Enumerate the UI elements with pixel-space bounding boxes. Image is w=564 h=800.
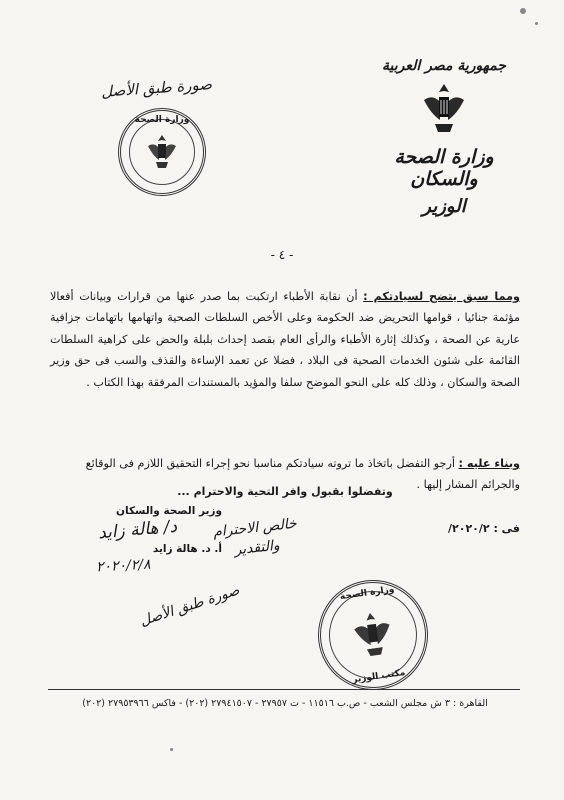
footer-divider xyxy=(48,689,520,690)
seal-bottom-top-label: وزارة الصحة xyxy=(339,584,395,603)
minister-title: الوزير xyxy=(422,196,466,217)
republic-title: جمهورية مصر العربية xyxy=(382,58,506,74)
eagle-emblem-icon xyxy=(422,82,466,136)
seal-bottom-bottom-label: مكتب الوزير xyxy=(351,667,406,686)
closing-line: وتفضلوا بقبول وافر التحية والاحترام ... xyxy=(177,485,393,498)
handwritten-annotation: خالص الاحترام والتقدير xyxy=(212,515,298,559)
handwritten-true-copy: صورة طبق الأصل xyxy=(138,582,242,630)
signer-name: أ. د. هالة زايد xyxy=(152,543,222,555)
paragraph-2-lead: وبناء عليه : xyxy=(458,457,520,470)
paragraph-1-lead: ومما سبق يتضح لسيادتكم : xyxy=(363,290,520,303)
minister-office-seal xyxy=(311,573,435,697)
paragraph-2-text: أرجو التفضل باتخاذ ما تروته سيادتكم مناسبا نحو إجراء التحقيق اللازم فى الوقائع والجرائم المشار إليها . xyxy=(85,457,520,492)
handwritten-signature: د/ هالة زايد xyxy=(97,516,178,544)
page-number: - ٤ - xyxy=(270,248,294,262)
scan-speck xyxy=(520,8,526,14)
scan-speck xyxy=(535,22,538,25)
ministry-seal-top xyxy=(118,108,206,196)
footer-contact: القاهرة : ٣ ش مجلس الشعب - ص.ب ١١٥١٦ - ت ٢٧٩٥٧ - ٢٧٩٤١٥٠٧ (٢٠٢) - فاكس ٢٧٩٥٣٩٦٦ (٢٠٢) xyxy=(82,698,488,709)
scan-speck xyxy=(170,748,173,751)
true-copy-handwritten-note: صورة طبق الأصل xyxy=(100,75,213,101)
paragraph-1-text: أن نقابة الأطباء ارتكبت بما صدر عنها من قرارات وبيانات أفعالا مؤثمة جنائيا ، قوامها التحريض ضد الحكومة وعلى الأخص السلطات الصحية واتهامها باتهامات جزافية عارية عن الصحة ، وكذلك إثارة الأطباء والرأى العام بقصد إحداث بلبلة والحض على كراهية السلطات القائمة على شئون الخدمات الصحية فى البلاد ، فضلا عن تعمد الإساءة والقذف والسب فى حق وزير الصحة والسكان ، وذلك كله على النحو الموضح سلفا والمؤيد بالمستندات المرفقة بهذا الكتاب . xyxy=(50,290,520,389)
ministry-title: وزارة الصحة والسكان xyxy=(394,146,494,190)
date-line: فى : ٢٠٢٠/٢/ xyxy=(447,522,520,535)
signature-date: ٢٠٢٠/٢/٨ xyxy=(95,556,151,576)
signer-title: وزير الصحة والسكان xyxy=(116,505,222,517)
body-paragraph-1 xyxy=(50,286,520,393)
seal-top-label: وزارة الصحة xyxy=(134,115,190,125)
letterhead xyxy=(364,58,524,217)
